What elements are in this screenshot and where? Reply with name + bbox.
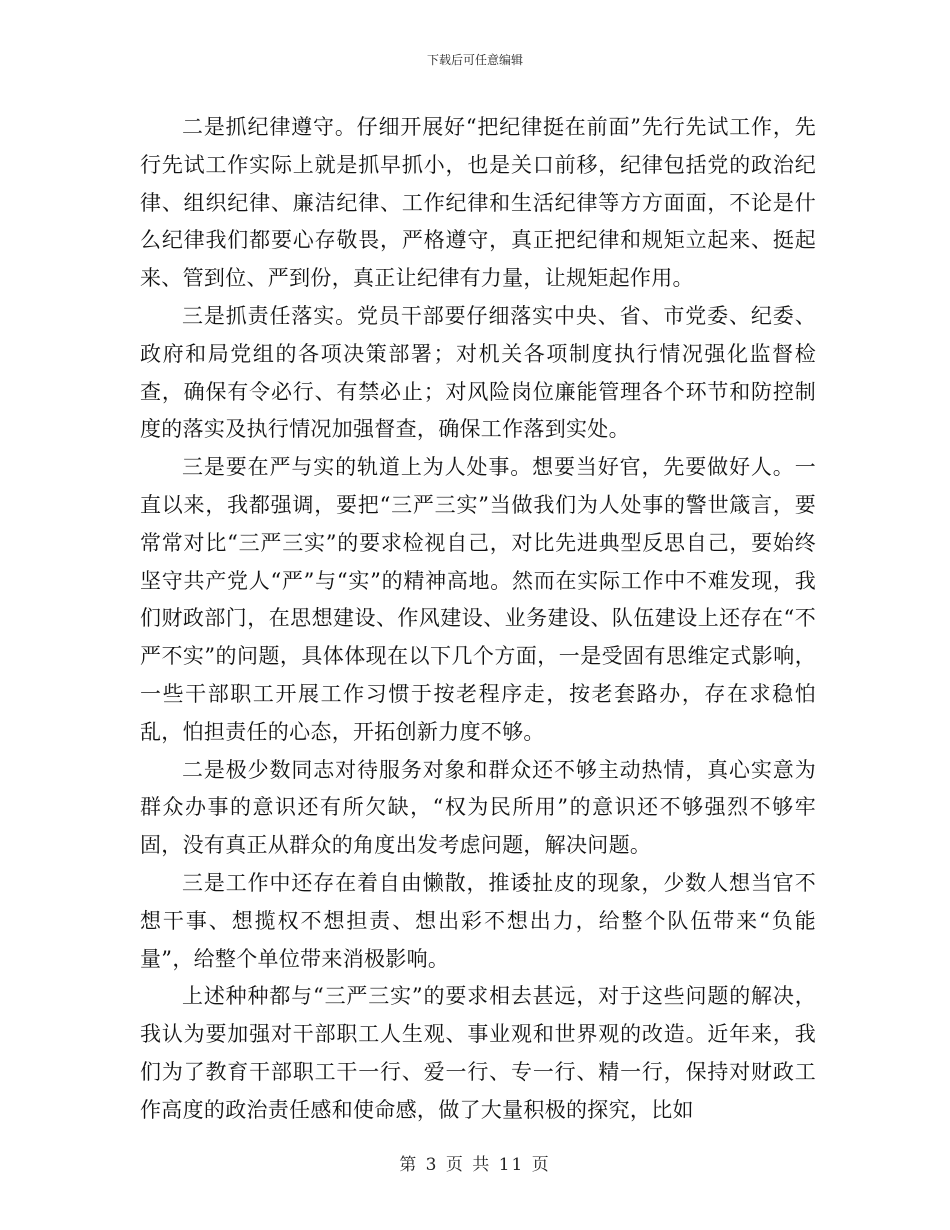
paragraph-discipline: 二是抓纪律遵守。仔细开展好“把纪律挺在前面”先行先试工作，先行先试工作实际上就是抓早抓小，也是关口前移，纪律包括党的政治纪律、组织纪律、廉洁纪律、工作纪律和生活纪律等方方面面，不论是什么纪律我们都要心存敬畏，严格遵守，真正把纪律和规矩立起来、挺起来、管到位、严到份，真正让纪律有力量，让规矩起作用。 [140, 115, 816, 291]
paragraph-service-attitude: 二是极少数同志对待服务对象和群众还不够主动热情，真心实意为群众办事的意识还有所欠缺，“权为民所用”的意识还不够强烈不够牢固，没有真正从群众的角度出发考虑问题，解决问题。 [140, 757, 816, 858]
document-body [140, 109, 816, 1130]
paragraph-summary: 上述种种都与“三严三实”的要求相去甚远，对于这些问题的解决，我认为要加强对干部职工人生观、事业观和世界观的改造。近年来，我们为了教育干部职工干一行、爱一行、专一行、精一行，保持对财政工作高度的政治责任感和使命感，做了大量积极的探究，比如 [140, 984, 816, 1122]
paragraph-responsibility: 三是抓责任落实。党员干部要仔细落实中央、省、市党委、纪委、政府和局党组的各项决策部署；对机关各项制度执行情况强化监督检查，确保有令必行、有禁必止；对风险岗位廉能管理各个环节和防控制度的落实及执行情况加强督查，确保工作落到实处。 [140, 303, 816, 442]
paragraph-laxity: 三是工作中还存在着自由懒散，推诿扯皮的现象，少数人想当官不想干事、想揽权不想担责、想出彩不想出力，给整个队伍带来“负能量”，给整个单位带来消极影响。 [140, 870, 816, 971]
page-number: 第 3 页 共 11 页 [399, 1155, 551, 1175]
page-header-note: 下载后可任意编辑 [426, 53, 523, 67]
paragraph-strict-and-solid: 三是要在严与实的轨道上为人处事。想要当好官，先要做好人。一直以来，我都强调，要把“三严三实”当做我们为人处事的警世箴言，要常常对比“三严三实”的要求检视自己，对比先进典型反思自己，要始终坚守共产党人“严”与“实”的精神高地。然而在实际工作中不难发现，我们财政部门，在思想建设、作风建设、业务建设、队伍建设上还存在“不严不实”的问题，具体体现在以下几个方面，一是受固有思维定式影响，一些干部职工开展工作习惯于按老程序走，按老套路办，存在求稳怕乱，怕担责任的心态，开拓创新力度不够。 [140, 455, 816, 744]
